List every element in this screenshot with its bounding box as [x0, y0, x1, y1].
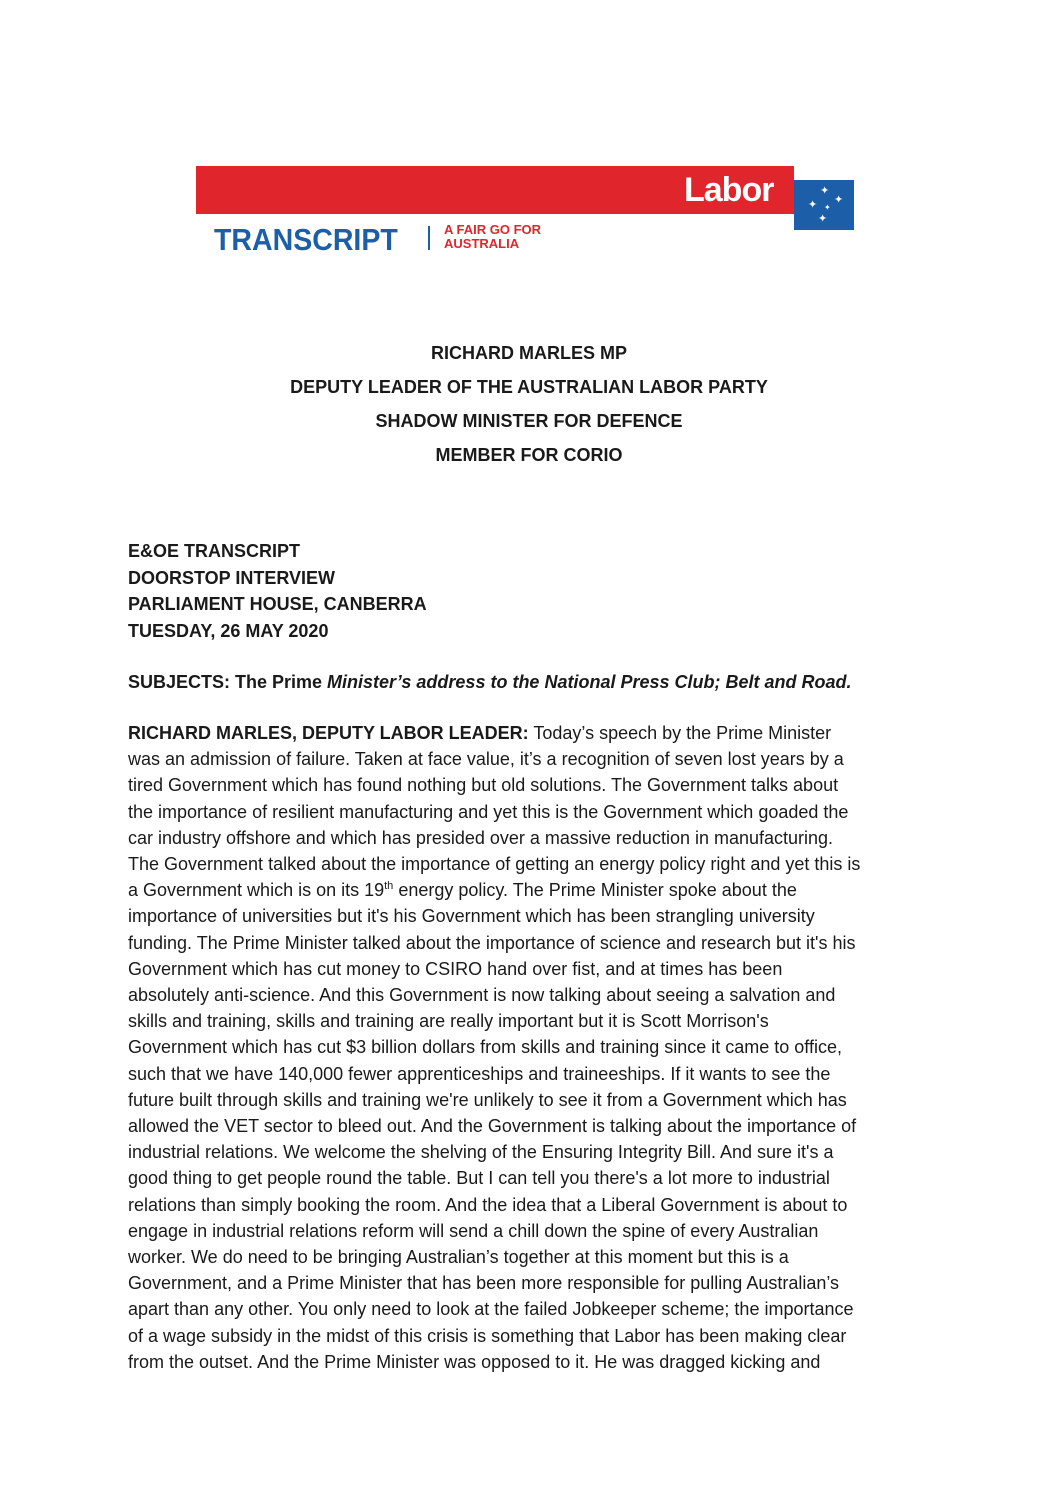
body-line: apart than any other. You only need to look at the failed Jobkeeper scheme; the importance	[128, 1299, 854, 1320]
body-line: was an admission of failure. Taken at face value, it’s a recognition of seven lost years by a	[128, 749, 844, 770]
subjects-line	[128, 669, 852, 695]
transcript-banner	[196, 166, 854, 258]
speaker-label: RICHARD MARLES, DEPUTY LABOR LEADER:	[128, 723, 529, 743]
body-line: from the outset. And the Prime Minister was opposed to it. He was dragged kicking and	[128, 1351, 821, 1372]
banner-red-bar	[196, 166, 794, 214]
tagline-line-1: A FAIR GO FOR	[444, 222, 542, 237]
body-line: Government which has cut $3 billion dollars from skills and training since it came to office,	[128, 1037, 842, 1058]
body-line: Government, and a Prime Minister that has been more responsible for pulling Australian’s	[128, 1273, 840, 1294]
body-line: of a wage subsidy in the midst of this crisis is something that Labor has been making clear	[128, 1325, 847, 1346]
speaker-role-1: DEPUTY LEADER OF THE AUSTRALIAN LABOR PARTY	[290, 377, 768, 397]
speaker-role-2: SHADOW MINISTER FOR DEFENCE	[375, 411, 683, 431]
body-line-text: a Government which is on its 19	[128, 880, 385, 901]
speaker-header	[0, 336, 1058, 472]
body-line: such that we have 140,000 fewer apprenticeships and traineeships. If it wants to see the	[128, 1063, 831, 1084]
body-line: The Government talked about the importance of getting an energy policy right and yet this is	[128, 854, 861, 875]
body-line: good thing to get people round the table. But I can tell you there's a lot more to industrial	[128, 1168, 830, 1189]
body-line: absolutely anti-science. And this Government is now talking about seeing a salvation and	[128, 985, 836, 1006]
transcript-body	[128, 720, 928, 1375]
body-line: skills and training, skills and training are really important but it is Scott Morrison's	[128, 1011, 769, 1032]
banner-divider	[428, 226, 430, 250]
body-line: industrial relations. We welcome the shelving of the Ensuring Integrity Bill. And sure it's a	[128, 1142, 834, 1163]
southern-cross-icon: ✦ ✦ ✦ ✦ ✦	[794, 180, 854, 230]
meta-date: TUESDAY, 26 MAY 2020	[128, 620, 329, 641]
meta-type: E&OE TRANSCRIPT	[128, 541, 301, 561]
body-line: future built through skills and training we're unlikely to see it from a Government which has	[128, 1089, 847, 1110]
transcript-heading: TRANSCRIPT	[214, 222, 398, 257]
body-line: importance of universities but it's his Government which has been strangling university	[128, 906, 815, 927]
meta-format: DOORSTOP INTERVIEW	[128, 567, 336, 588]
speaker-name: RICHARD MARLES MP	[431, 343, 627, 363]
tagline-line-2: AUSTRALIA	[444, 236, 520, 251]
body-line: engage in industrial relations reform will send a chill down the spine of every Australian	[128, 1220, 819, 1241]
body-line: worker. We do need to be bringing Australian’s together at this moment but this is a	[128, 1247, 789, 1268]
body-line	[128, 720, 928, 746]
body-line: car industry offshore and which has presided over a massive reduction in manufacturing.	[128, 827, 834, 848]
subjects-lead: SUBJECTS: The Prime	[128, 672, 328, 692]
body-line: Government which has cut money to CSIRO hand over fist, and at times has been	[128, 958, 783, 979]
ordinal-suffix: th	[384, 880, 394, 893]
body-line: funding. The Prime Minister talked about the importance of science and research but it's his	[128, 932, 856, 953]
body-line: relations than simply booking the room. And the idea that a Liberal Government is about to	[128, 1194, 848, 1215]
body-line: the importance of resilient manufacturing and yet this is the Government which goaded the	[128, 801, 849, 822]
labor-logo-text: Labor	[684, 171, 774, 209]
body-line-text: energy policy. The Prime Minister spoke about the	[393, 880, 797, 901]
body-line: allowed the VET sector to bleed out. And the Government is talking about the importance of	[128, 1116, 857, 1137]
subjects-italic: Minister’s address to the National Press Club; Belt and Road.	[327, 672, 852, 692]
body-line-text: Today’s speech by the Prime Minister	[528, 723, 832, 743]
meta-location: PARLIAMENT HOUSE, CANBERRA	[128, 594, 427, 614]
transcript-meta	[128, 538, 427, 644]
body-line	[128, 877, 928, 903]
speaker-role-3: MEMBER FOR CORIO	[435, 445, 623, 465]
body-line: tired Government which has found nothing but old solutions. The Government talks about	[128, 775, 839, 796]
tagline	[444, 223, 541, 251]
